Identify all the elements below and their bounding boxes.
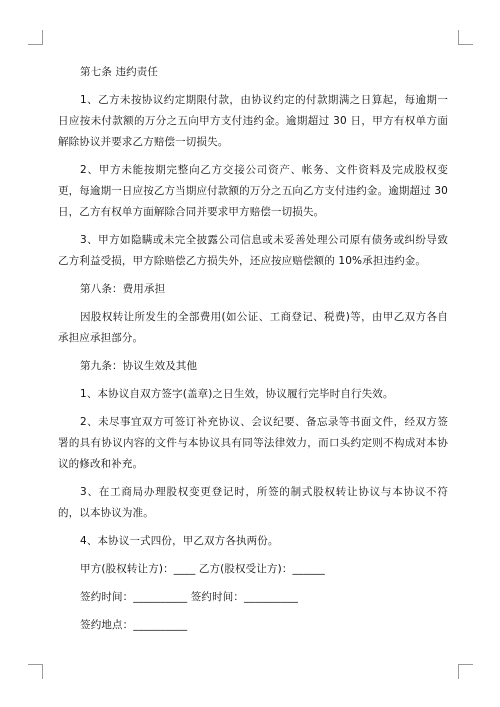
document-body bbox=[58, 62, 448, 643]
signature-place: 签约地点：__________ bbox=[80, 619, 188, 631]
signature-parties: 甲方(股权转让方)：____ 乙方(股权受让方)：______ bbox=[80, 563, 325, 575]
crop-mark-bottom-right bbox=[458, 664, 473, 679]
article-9-clause-4: 4、本协议一式四份，甲乙双方各执两份。 bbox=[80, 535, 279, 547]
article-9-title: 第九条：协议生效及其他 bbox=[80, 360, 198, 372]
article-7-clause-3: 3、甲方如隐瞒或未完全披露公司信息或未妥善处理公司原有债务或纠纷导致乙方利益受损，甲方除赔偿乙方损失外，还应按应赔偿额的 10%承担违约金。 bbox=[58, 234, 448, 267]
article-7-clause-2: 2、甲方未能按期完整向乙方交接公司资产、帐务、文件资料及完成股权变更，每逾期一日应按乙方当期应付款额的万分之五向乙方支付违约金。逾期超过 30 日，乙方有权单方面解除合同并要求甲方赔偿一切损失。 bbox=[58, 164, 448, 218]
article-7-clause-1: 1、乙方未按协议约定期限付款，由协议约定的付款期满之日算起，每逾期一日应按未付款额的万分之五向甲方支付违约金。逾期超过 30 日，甲方有权单方面解除协议并要求乙方赔偿一切损失。 bbox=[58, 94, 448, 148]
article-9-clause-2: 2、未尽事宜双方可签订补充协议、会议纪要、备忘录等书面文件，经双方签署的具有协议内容的文件与本协议具有同等法律效力，而口头约定则不构成对本协议的修改和补充。 bbox=[58, 416, 448, 470]
signature-dates: 签约时间：__________ 签约时间：__________ bbox=[80, 591, 299, 603]
crop-mark-top-left bbox=[28, 30, 43, 45]
article-7-title: 第七条 违约责任 bbox=[80, 66, 159, 78]
article-9-clause-1: 1、本协议自双方签字(盖章)之日生效，协议履行完毕时自行失效。 bbox=[80, 388, 394, 400]
article-8-body: 因股权转让所发生的全部费用(如公证、工商登记、税费)等，由甲乙双方各自承担应承担部分。 bbox=[58, 311, 448, 344]
article-9-clause-3: 3、在工商局办理股权变更登记时，所签的制式股权转让协议与本协议不符的，以本协议为准。 bbox=[58, 486, 448, 519]
crop-mark-bottom-left bbox=[28, 664, 43, 679]
crop-mark-top-right bbox=[458, 30, 473, 45]
article-8-title: 第八条：费用承担 bbox=[80, 283, 166, 295]
